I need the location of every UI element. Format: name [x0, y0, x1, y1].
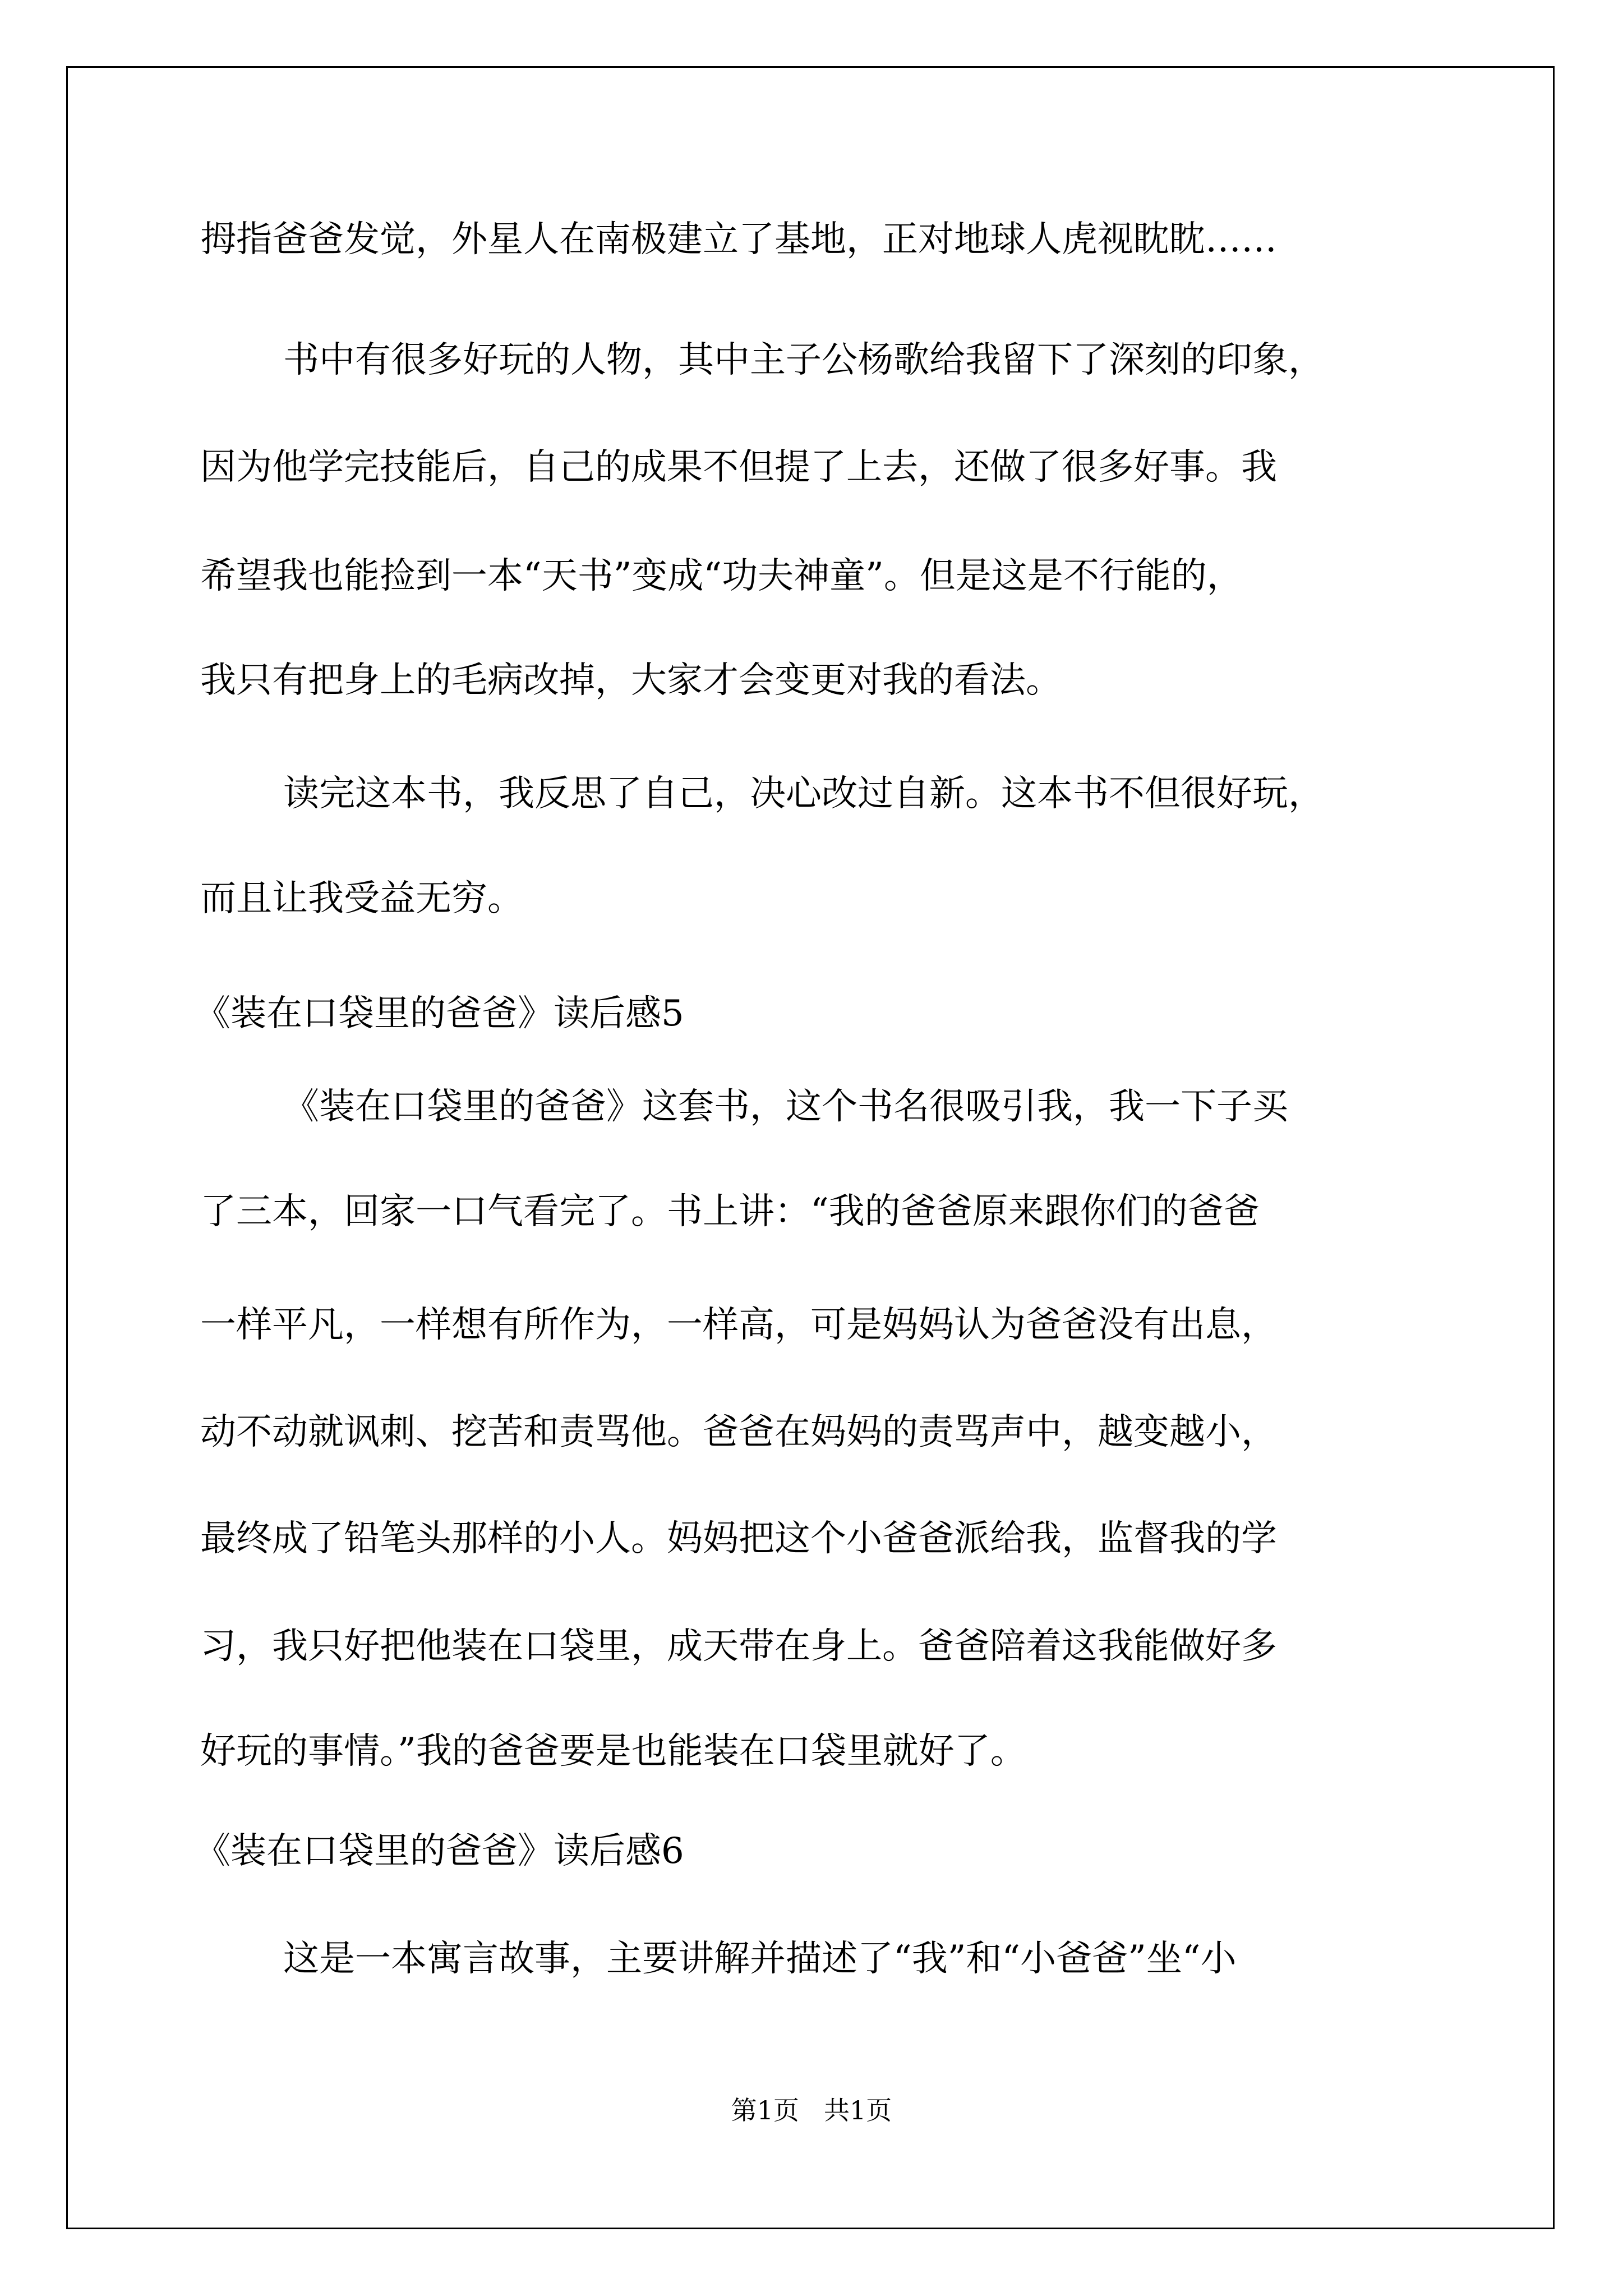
text-line: 因为他学完技能后，自己的成果不但提了上去，还做了很多好事。我: [200, 447, 1277, 488]
section-heading: 《装在口袋里的爸爸》读后感5: [195, 993, 684, 1034]
page-border: [66, 66, 1555, 2229]
text-line: 《装在口袋里的爸爸》这套书，这个书名很吸引我，我一下子买: [283, 1086, 1288, 1128]
page-footer: [0, 2093, 1623, 2127]
page-total: 共1页: [824, 2095, 892, 2125]
text-line: 好玩的事情。”我的爸爸要是也能装在口袋里就好了。: [200, 1731, 1026, 1772]
text-line: 一样平凡，一样想有所作为，一样高，可是妈妈认为爸爸没有出息，: [200, 1304, 1277, 1346]
text-line: 读完这本书，我反思了自己，决心改过自新。这本书不但很好玩，: [283, 773, 1324, 815]
text-line: 习，我只好把他装在口袋里，成天带在身上。爸爸陪着这我能做好多: [200, 1626, 1277, 1667]
text-line: 这是一本寓言故事，主要讲解并描述了“我”和“小爸爸”坐“小: [283, 1938, 1237, 1980]
text-line: 而且让我受益无穷。: [200, 878, 523, 919]
text-line: 动不动就讽刺、挖苦和责骂他。爸爸在妈妈的责骂声中，越变越小，: [200, 1411, 1277, 1453]
text-line: 希望我也能捡到一本“天书”变成“功夫神童”。但是这是不行能的，: [200, 555, 1243, 597]
section-heading: 《装在口袋里的爸爸》读后感6: [195, 1830, 684, 1872]
text-line: 了三本，回家一口气看完了。书上讲：“我的爸爸原来跟你们的爸爸: [200, 1191, 1260, 1232]
text-line: 我只有把身上的毛病改掉，大家才会变更对我的看法。: [200, 660, 1062, 701]
text-line: 最终成了铅笔头那样的小人。妈妈把这个小爸爸派给我，监督我的学: [200, 1518, 1277, 1559]
page-number: 第1页: [731, 2095, 799, 2125]
text-line: 书中有很多好玩的人物，其中主子公杨歌给我留下了深刻的印象，: [283, 339, 1324, 381]
text-line: 拇指爸爸发觉，外星人在南极建立了基地，正对地球人虎视眈眈……: [200, 219, 1277, 260]
